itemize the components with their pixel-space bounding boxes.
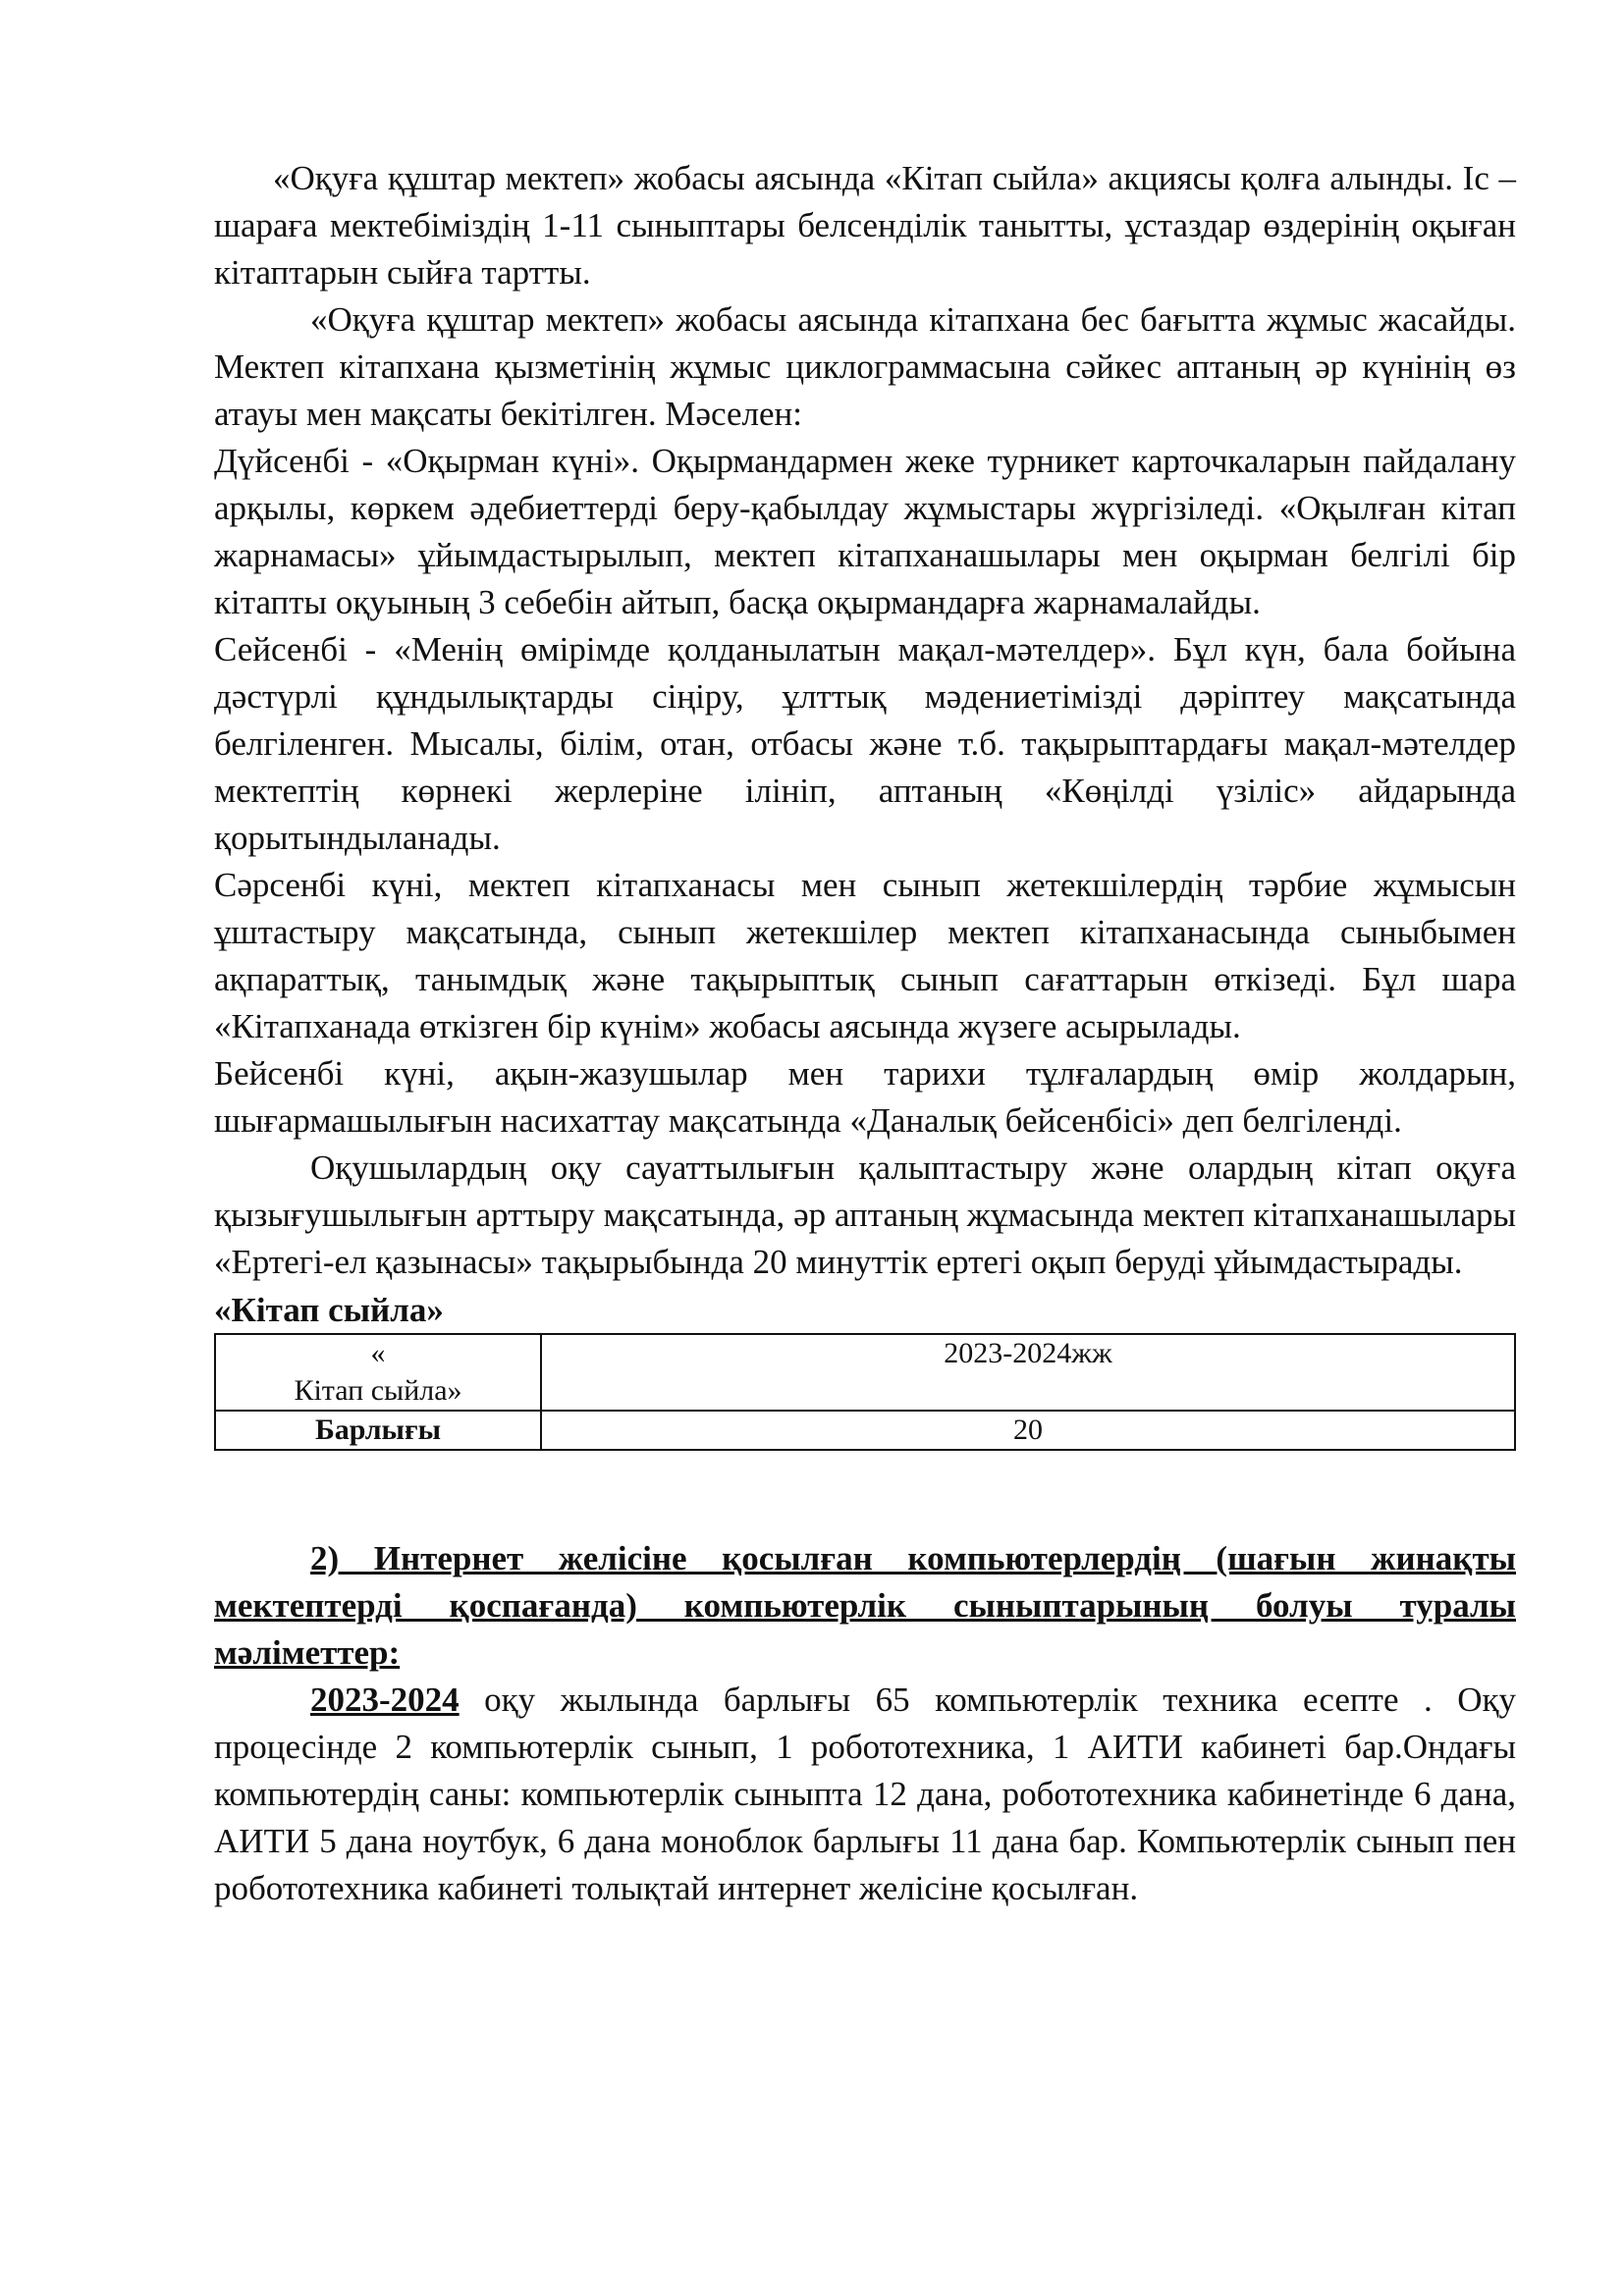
- section2-body: [214, 1677, 1516, 1912]
- paragraph-thursday: Бейсенбі күні, ақын-жазушылар мен тарихи тұлғалардың өмір жолдарын, шығармашылығын насихаттау мақсатында «Даналық бейсенбісі» деп белгіленді.: [214, 1054, 1516, 1140]
- total-label: Барлығы: [215, 1411, 541, 1450]
- paragraph-monday: Дүйсенбі - «Оқырман күні». Оқырмандармен жеке турникет карточкаларын пайдалану арқылы, көркем әдебиеттерді беру-қабылдау жұмыстары жүргізіледі. «Оқылған кітап жарнамасы» ұйымдастырылып, мектеп кітапханашылары мен оқырман белгілі бір кітапты оқуының 3 себебін айтып, басқа оқырмандарға жарнамалайды.: [214, 442, 1516, 621]
- table-header-col1: [215, 1334, 541, 1411]
- table-header-row: [215, 1334, 1515, 1411]
- table-title: «Кітап сыйла»: [214, 1291, 444, 1329]
- paragraph-friday-fairy-tales: Оқушылардың оқу сауаттылығын қалыптастыру және олардың кітап оқуға қызығушылығын арттыру мақсатында, әр аптаның жұмасында мектеп кітапханашылары «Ертегі-ел қазынасы» тақырыбында 20 минуттік ертегі оқып беруді ұйымдастырады.: [214, 1148, 1516, 1281]
- table-total-row: [215, 1411, 1515, 1450]
- document-page: [214, 155, 1516, 1912]
- kitap-syila-table: [214, 1333, 1516, 1451]
- paragraph-library-directions: «Оқуға құштар мектеп» жобасы аясында кітапхана бес бағытта жұмыс жасайды. Мектеп кітапхана қызметінің жұмыс циклограммасына сәйкес аптаның әр күнінің өз атауы мен мақсаты бекітілген. Мәселен:: [214, 300, 1516, 433]
- paragraph-kitap-syila-action: «Оқуға құштар мектеп» жобасы аясында «Кітап сыйла» акциясы қолға алынды. Іс – шараға мектебіміздің 1-11 сыныптары белсенділік танытты, ұстаздар өздерінің оқыған кітаптарын сыйға тартты.: [214, 159, 1516, 292]
- paragraph-tuesday: Сейсенбі - «Менің өмірімде қолданылатын мақал-мәтелдер». Бұл күн, бала бойына дәстүрлі құндылықтарды сіңіру, ұлттық мәдениетімізді дәріптеу мақсатында белгіленген. Мысалы, білім, отан, отбасы және т.б. тақырыптардағы мақал-мәтелдер мектептің көрнекі жерлеріне ілініп, аптаның «Көңілді үзіліс» айдарында қорытындыланады.: [214, 630, 1516, 857]
- total-value: 20: [541, 1411, 1515, 1450]
- paragraph-wednesday: Сәрсенбі күні, мектеп кітапханасы мен сынып жетекшілердің тәрбие жұмысын ұштастыру мақсатында, сынып жетекшілер мектеп кітапханасында сыныбымен ақпараттық, танымдық және тақырыптық сынып сағаттарын өткізеді. Бұл шара «Кітапханада өткізген бір күнім» жобасы аясында жүзеге асырылады.: [214, 866, 1516, 1045]
- section2-year: 2023-2024: [310, 1681, 460, 1719]
- header-col1-line1: «: [370, 1337, 386, 1369]
- header-col1-line2: Кітап сыйла»: [294, 1374, 462, 1407]
- table-header-col2: 2023-2024жж: [541, 1334, 1515, 1411]
- section2-text: оқу жылында барлығы 65 компьютерлік техника есепте . Оқу процесінде 2 компьютерлік сынып, 1 робототехника, 1 АИТИ кабинеті бар.Ондағы компьютердің саны: компьютерлік сыныпта 12 дана, робототехника кабинетінде 6 дана, АИТИ 5 дана ноутбук, 6 дана моноблок барлығы 11 дана бар. Компьютерлік сынып пен робототехника кабинеті толықтай интернет желісіне қосылған.: [214, 1681, 1516, 1907]
- section2-heading: 2) Интернет желісіне қосылған компьютерлердің (шағын жинақты мектептерді қоспағанда) компьютерлік сыныптарының болуы туралы мәліметтер:: [214, 1539, 1516, 1672]
